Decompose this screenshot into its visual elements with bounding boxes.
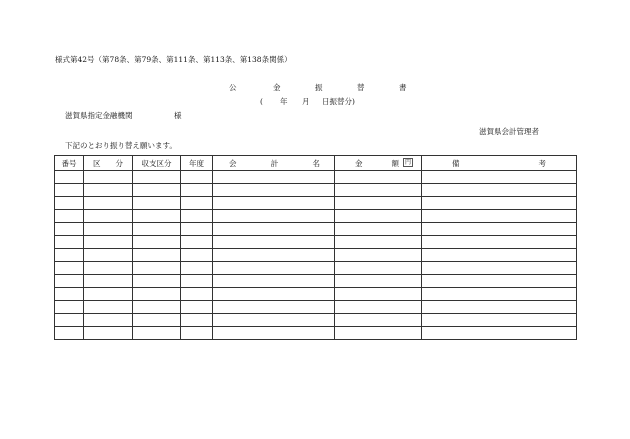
cell-amount[interactable] xyxy=(335,262,422,275)
table-row xyxy=(55,210,577,223)
cell-remarks[interactable] xyxy=(422,275,577,288)
form-title xyxy=(229,83,407,93)
cell-number[interactable] xyxy=(55,275,84,288)
cell-category[interactable] xyxy=(84,249,133,262)
table-header-row xyxy=(55,156,577,171)
table-row xyxy=(55,327,577,340)
cell-number[interactable] xyxy=(55,171,84,184)
title-char: 振 xyxy=(315,83,323,92)
cell-amount[interactable] xyxy=(335,236,422,249)
cell-remarks[interactable] xyxy=(422,301,577,314)
cell-category[interactable] xyxy=(84,223,133,236)
cell-amount[interactable] xyxy=(335,327,422,340)
header-revenue-category: 収支区分 xyxy=(133,156,181,171)
cell-fiscal-year[interactable] xyxy=(181,288,213,301)
cell-revenue-category[interactable] xyxy=(133,301,181,314)
cell-category[interactable] xyxy=(84,275,133,288)
sender-name: 滋賀県会計管理者 xyxy=(479,127,539,136)
cell-category[interactable] xyxy=(84,314,133,327)
addressee-honorific: 様 xyxy=(174,111,182,120)
cell-fiscal-year[interactable] xyxy=(181,184,213,197)
cell-account-name[interactable] xyxy=(213,223,335,236)
table-row xyxy=(55,301,577,314)
cell-number[interactable] xyxy=(55,197,84,210)
transfer-table xyxy=(54,155,577,340)
cell-revenue-category[interactable] xyxy=(133,262,181,275)
title-char: 金 xyxy=(273,83,281,92)
cell-fiscal-year[interactable] xyxy=(181,249,213,262)
transfer-date-line xyxy=(260,97,355,107)
cell-fiscal-year[interactable] xyxy=(181,197,213,210)
cell-remarks[interactable] xyxy=(422,236,577,249)
cell-revenue-category[interactable] xyxy=(133,314,181,327)
header-number: 番号 xyxy=(55,156,84,171)
cell-revenue-category[interactable] xyxy=(133,236,181,249)
cell-category[interactable] xyxy=(84,197,133,210)
date-day-label: 日振替分) xyxy=(322,97,355,106)
cell-revenue-category[interactable] xyxy=(133,288,181,301)
cell-remarks[interactable] xyxy=(422,249,577,262)
cell-account-name[interactable] xyxy=(213,314,335,327)
table-row xyxy=(55,314,577,327)
cell-revenue-category[interactable] xyxy=(133,223,181,236)
cell-account-name[interactable] xyxy=(213,301,335,314)
cell-number[interactable] xyxy=(55,327,84,340)
addressee-line xyxy=(65,111,182,121)
cell-account-name[interactable] xyxy=(213,197,335,210)
cell-category[interactable] xyxy=(84,184,133,197)
table-row xyxy=(55,171,577,184)
header-amount: 金 額 円 xyxy=(335,156,422,171)
table-row xyxy=(55,262,577,275)
cell-account-name[interactable] xyxy=(213,275,335,288)
date-open-paren: ( xyxy=(260,97,263,106)
header-account-name: 会 計 名 xyxy=(213,156,335,171)
cell-fiscal-year[interactable] xyxy=(181,314,213,327)
cell-fiscal-year[interactable] xyxy=(181,210,213,223)
cell-number[interactable] xyxy=(55,210,84,223)
cell-number[interactable] xyxy=(55,236,84,249)
table-row xyxy=(55,236,577,249)
cell-amount[interactable] xyxy=(335,275,422,288)
cell-revenue-category[interactable] xyxy=(133,210,181,223)
cell-number[interactable] xyxy=(55,184,84,197)
cell-remarks[interactable] xyxy=(422,197,577,210)
amount-unit-label: 円 xyxy=(404,159,411,166)
cell-number[interactable] xyxy=(55,223,84,236)
cell-fiscal-year[interactable] xyxy=(181,236,213,249)
cell-revenue-category[interactable] xyxy=(133,249,181,262)
cell-number[interactable] xyxy=(55,249,84,262)
table-row xyxy=(55,184,577,197)
table-body xyxy=(55,171,577,340)
cell-amount[interactable] xyxy=(335,288,422,301)
date-month-label: 月 xyxy=(302,97,310,106)
addressee-name: 滋賀県指定金融機関 xyxy=(65,111,133,120)
table-row xyxy=(55,249,577,262)
cell-fiscal-year[interactable] xyxy=(181,223,213,236)
cell-revenue-category[interactable] xyxy=(133,275,181,288)
title-char: 公 xyxy=(229,83,237,92)
header-remarks: 備 考 xyxy=(422,156,577,171)
cell-category[interactable] xyxy=(84,288,133,301)
cell-amount[interactable] xyxy=(335,210,422,223)
title-char: 書 xyxy=(399,83,407,92)
cell-amount[interactable] xyxy=(335,314,422,327)
cell-amount[interactable] xyxy=(335,184,422,197)
cell-remarks[interactable] xyxy=(422,184,577,197)
cell-fiscal-year[interactable] xyxy=(181,301,213,314)
cell-category[interactable] xyxy=(84,236,133,249)
cell-revenue-category[interactable] xyxy=(133,327,181,340)
cell-remarks[interactable] xyxy=(422,288,577,301)
cell-account-name[interactable] xyxy=(213,236,335,249)
cell-remarks[interactable] xyxy=(422,314,577,327)
cell-amount[interactable] xyxy=(335,171,422,184)
header-category: 区 分 xyxy=(84,156,133,171)
table-row xyxy=(55,275,577,288)
cell-remarks[interactable] xyxy=(422,327,577,340)
cell-account-name[interactable] xyxy=(213,288,335,301)
form-number-label: 様式第42号（第78条、第79条、第111条、第113条、第138条関係） xyxy=(55,55,292,64)
cell-account-name[interactable] xyxy=(213,262,335,275)
cell-revenue-category[interactable] xyxy=(133,197,181,210)
cell-amount[interactable] xyxy=(335,301,422,314)
cell-amount[interactable] xyxy=(335,223,422,236)
cell-number[interactable] xyxy=(55,314,84,327)
cell-remarks[interactable] xyxy=(422,210,577,223)
cell-number[interactable] xyxy=(55,288,84,301)
cell-account-name[interactable] xyxy=(213,210,335,223)
cell-category[interactable] xyxy=(84,301,133,314)
cell-fiscal-year[interactable] xyxy=(181,327,213,340)
cell-category[interactable] xyxy=(84,171,133,184)
cell-remarks[interactable] xyxy=(422,171,577,184)
cell-account-name[interactable] xyxy=(213,184,335,197)
cell-amount[interactable] xyxy=(335,249,422,262)
title-char: 替 xyxy=(357,83,365,92)
cell-fiscal-year[interactable] xyxy=(181,262,213,275)
cell-number[interactable] xyxy=(55,262,84,275)
cell-category[interactable] xyxy=(84,210,133,223)
cell-number[interactable] xyxy=(55,301,84,314)
cell-remarks[interactable] xyxy=(422,223,577,236)
cell-fiscal-year[interactable] xyxy=(181,171,213,184)
table-row xyxy=(55,288,577,301)
cell-account-name[interactable] xyxy=(213,327,335,340)
header-fiscal-year: 年度 xyxy=(181,156,213,171)
cell-amount[interactable] xyxy=(335,197,422,210)
table-row xyxy=(55,197,577,210)
table-row xyxy=(55,223,577,236)
cell-remarks[interactable] xyxy=(422,262,577,275)
intro-text: 下記のとおり振り替え願います。 xyxy=(65,141,177,150)
cell-category[interactable] xyxy=(84,262,133,275)
date-year-label: 年 xyxy=(280,97,288,106)
cell-category[interactable] xyxy=(84,327,133,340)
cell-revenue-category[interactable] xyxy=(133,184,181,197)
cell-account-name[interactable] xyxy=(213,249,335,262)
cell-revenue-category[interactable] xyxy=(133,171,181,184)
cell-fiscal-year[interactable] xyxy=(181,275,213,288)
cell-account-name[interactable] xyxy=(213,171,335,184)
